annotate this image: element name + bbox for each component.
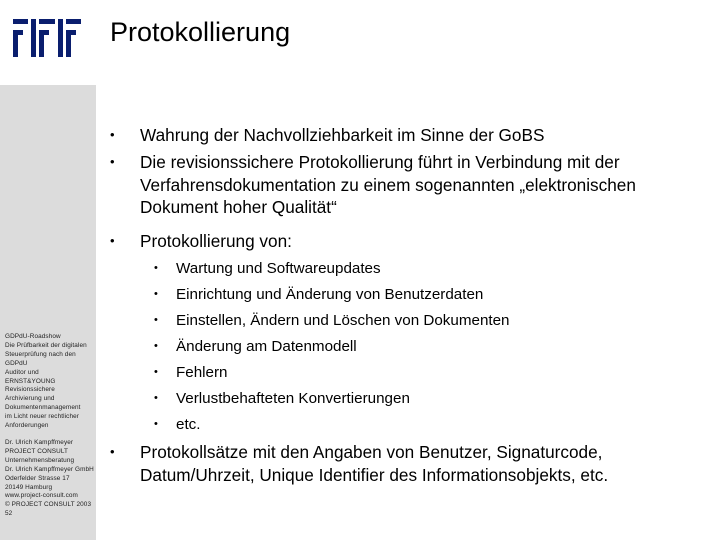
sidebar-line: PROJECT CONSULT xyxy=(5,447,69,455)
page-title: Protokollierung xyxy=(110,17,291,47)
sidebar-line: Anforderungen xyxy=(5,422,49,430)
sub-bullet-icon: • xyxy=(154,340,158,352)
sidebar-line: Dr. Ulrich Kampffmeyer xyxy=(5,439,74,446)
sub-bullet-icon: • xyxy=(154,262,158,274)
sub-bullet-icon: • xyxy=(154,366,158,378)
sub-bullet-text: Verlustbehafteten Konvertierungen xyxy=(176,390,410,407)
sidebar-line: GDPdU xyxy=(5,359,28,367)
sub-bullet-text: Wartung und Softwareupdates xyxy=(176,260,381,277)
sidebar-line: Dokumentenmanagement xyxy=(5,404,81,412)
sidebar-line: ERNST&YOUNG xyxy=(5,377,56,385)
sidebar-line: Archivierung und xyxy=(5,395,55,403)
sub-bullet-text: etc. xyxy=(176,416,201,433)
sub-bullet-text: Einstellen, Ändern und Löschen von Dokumenten xyxy=(176,312,510,329)
sub-bullet-text: Fehlern xyxy=(176,364,228,381)
sidebar-event-info xyxy=(5,333,95,431)
sidebar-line: © PROJECT CONSULT 2003 xyxy=(5,501,92,509)
sidebar-line: GDPdU-Roadshow xyxy=(5,333,61,340)
bullet-icon: • xyxy=(110,444,115,459)
bullet-text: Protokollierung von: xyxy=(140,231,292,251)
sidebar-line: Revisionssichere xyxy=(5,386,55,394)
sidebar-line: im Licht neuer rechtlicher xyxy=(5,413,79,421)
sidebar-line: Unternehmensberatung xyxy=(5,456,75,464)
sidebar-line: Steuerprüfung nach den xyxy=(5,350,76,358)
bullet-icon: • xyxy=(110,154,115,169)
sidebar-author-info xyxy=(5,439,95,519)
bullet-icon: • xyxy=(110,233,115,248)
sidebar-line: Die Prüfbarkeit der digitalen xyxy=(5,341,87,349)
sub-bullet-icon: • xyxy=(154,418,158,430)
sidebar-line: Dr. Ulrich Kampffmeyer GmbH xyxy=(5,465,94,473)
sidebar xyxy=(0,85,96,540)
sidebar-line: 20149 Hamburg xyxy=(5,483,53,491)
sub-bullet-icon: • xyxy=(154,392,158,404)
pc-logo-icon xyxy=(13,19,81,57)
sub-bullet-text: Änderung am Datenmodell xyxy=(176,338,357,355)
sub-bullet-icon: • xyxy=(154,314,158,326)
bullet-text: Wahrung der Nachvollziehbarkeit im Sinne der GoBS xyxy=(140,125,545,145)
bullet-icon: • xyxy=(110,127,115,142)
bullet-text: Protokollsätze mit den Angaben von Benutzer, Signaturcode, Datum/Uhrzeit, Unique Identifier des Informationsobjekts, etc. xyxy=(140,442,609,485)
sub-bullet-icon: • xyxy=(154,288,158,300)
sidebar-line: www.project-consult.com xyxy=(5,492,78,500)
sidebar-line: Auditor und xyxy=(5,368,39,376)
sidebar-line: Oderfelder Strasse 17 xyxy=(5,474,70,482)
slide-header xyxy=(0,0,720,85)
sidebar-page-number: 52 xyxy=(5,510,13,518)
sub-bullet-text: Einrichtung und Änderung von Benutzerdaten xyxy=(176,286,484,303)
bullet-text: Die revisionssichere Protokollierung führt in Verbindung mit der Verfahrensdokumentation zu einem sogenannten „elektronischen Dokument hoher Qualität“ xyxy=(140,152,636,217)
